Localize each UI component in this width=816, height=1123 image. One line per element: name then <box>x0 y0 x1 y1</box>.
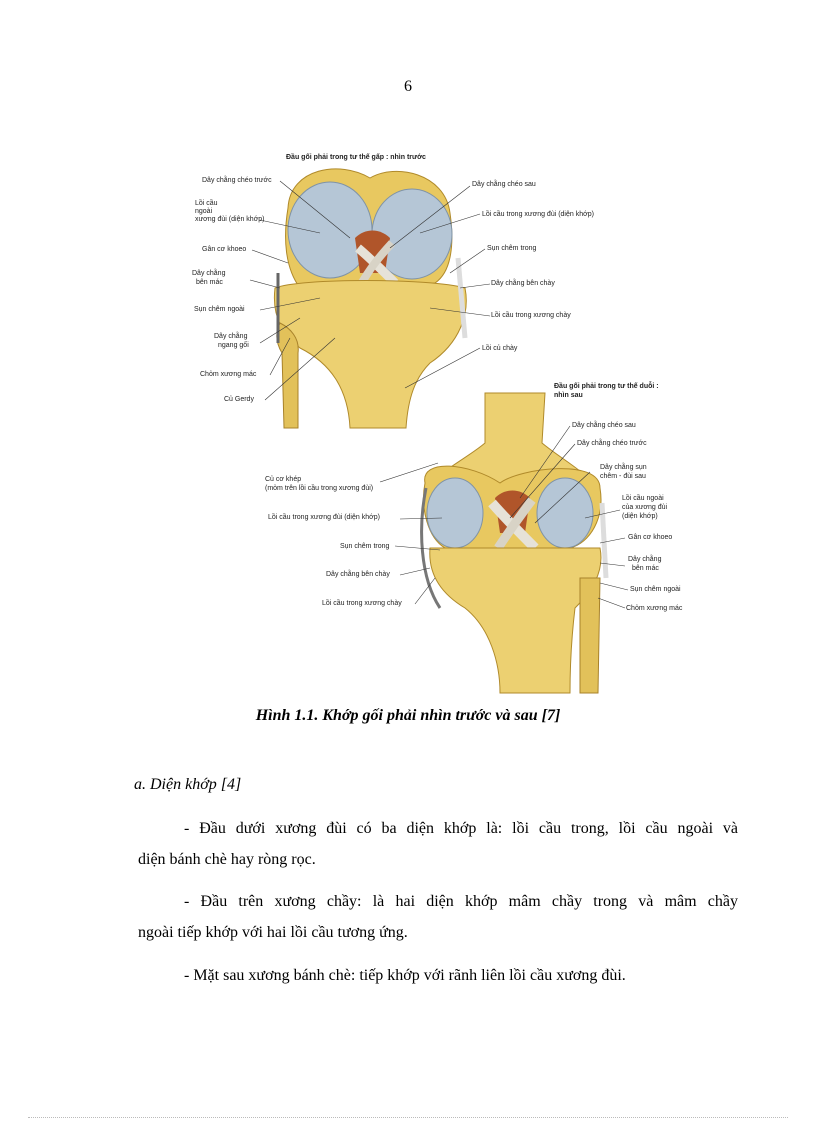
paragraph-3 <box>138 960 738 991</box>
paragraph-line: - Đầu trên xương chầy: là hai diện khớp mâm chầy trong và mâm chầy <box>184 893 738 910</box>
front-label: Củ Gerdy <box>224 396 254 403</box>
back-label: Lồi cầu trong xương chày <box>322 600 402 607</box>
front-label: Dây chằng chéo sau <box>472 181 536 188</box>
front-label: ngang gối <box>218 342 249 349</box>
paragraph-line: ngoài tiếp khớp với hai lồi cầu tương ứng. <box>138 924 408 941</box>
back-view-title: Đầu gối phải trong tư thế duỗi : <box>554 383 659 390</box>
back-label: Gân cơ khoeo <box>628 534 673 541</box>
back-label: Dây chằng bên chày <box>326 571 390 578</box>
back-knee-drawing <box>422 393 606 693</box>
front-label: Lồi cầu trong xương đùi (diện khớp) <box>482 211 594 218</box>
front-label: ngoài <box>195 208 213 215</box>
back-label: (diện khớp) <box>622 513 658 520</box>
back-label: Củ cơ khép <box>265 476 302 483</box>
front-label: Chỏm xương mác <box>200 371 257 378</box>
front-view-title: Đầu gối phải trong tư thế gấp : nhìn trước <box>286 154 426 161</box>
section-heading: a. Diện khớp [4] <box>134 776 242 793</box>
back-label: Lồi cầu ngoài <box>622 495 664 502</box>
page-number: 6 <box>404 78 412 95</box>
back-label: bên mác <box>632 565 659 572</box>
back-label: Dây chằng chéo trước <box>577 440 647 447</box>
back-view-title-2: nhìn sau <box>554 392 583 399</box>
front-label: Dây chằng bên chày <box>491 280 555 287</box>
front-label: Lồi củ chày <box>482 345 518 352</box>
back-label: Dây chằng sụn <box>600 464 647 471</box>
back-label: Dây chằng <box>628 556 662 563</box>
front-label: Sụn chêm trong <box>487 245 537 252</box>
back-label: Sụn chêm trong <box>340 543 390 550</box>
front-label: Dây chằng <box>192 270 226 277</box>
front-label: Sụn chêm ngoài <box>194 306 245 313</box>
front-label: bên mác <box>196 279 223 286</box>
front-label: Dây chằng <box>214 333 248 340</box>
page-bottom-rule <box>28 1117 788 1118</box>
back-label: chêm - đùi sau <box>600 473 646 480</box>
front-label: Lồi cầu trong xương chày <box>491 312 571 319</box>
back-label: Chỏm xương mác <box>626 605 683 612</box>
back-label: (mỏm trên lồi cầu trong xương đùi) <box>265 485 374 492</box>
figure-caption: Hình 1.1. Khớp gối phải nhìn trước và sau [7] <box>255 707 561 724</box>
front-knee-drawing <box>274 169 466 428</box>
knee-joint-figure <box>180 138 710 698</box>
paragraph-line: - Mặt sau xương bánh chè: tiếp khớp với rãnh liên lồi cầu xương đùi. <box>184 967 626 984</box>
paragraph-2 <box>138 886 738 948</box>
back-label: Sụn chêm ngoài <box>630 586 681 593</box>
back-label: Lồi cầu trong xương đùi (diện khớp) <box>268 514 380 521</box>
front-label: Gân cơ khoeo <box>202 246 247 253</box>
paragraph-line: - Đầu dưới xương đùi có ba diện khớp là: lồi cầu trong, lồi cầu ngoài và <box>184 820 738 837</box>
front-label: Dây chằng chéo trước <box>202 177 272 184</box>
front-label: xương đùi (diện khớp) <box>195 216 265 223</box>
front-label: Lồi cầu <box>195 200 218 207</box>
back-label: của xương đùi <box>622 504 668 511</box>
paragraph-1 <box>138 813 738 875</box>
back-label: Dây chằng chéo sau <box>572 422 636 429</box>
paragraph-line: diện bánh chè hay ròng rọc. <box>138 851 316 868</box>
